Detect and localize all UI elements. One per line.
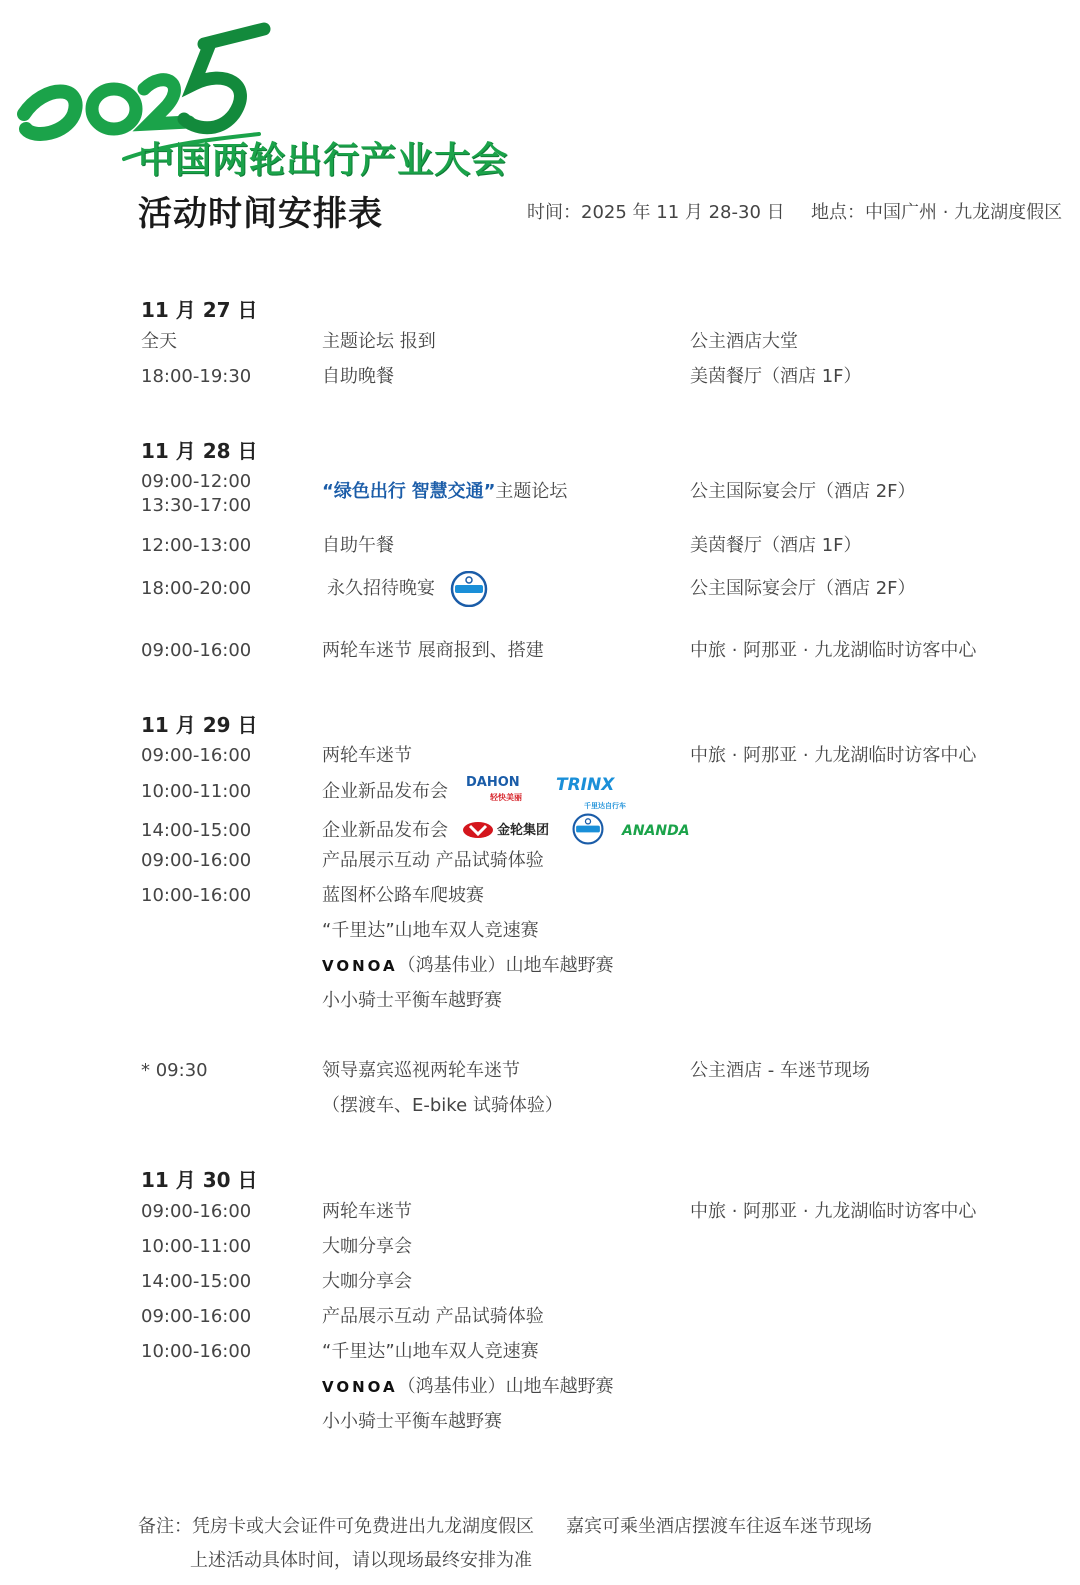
row-event: 两轮车迷节 — [322, 745, 412, 766]
row-event: 企业新品发布会 — [322, 781, 448, 802]
row-event-slogan — [322, 480, 567, 504]
row-event: 自助晚餐 — [322, 366, 394, 387]
row-time: 10:00-16:00 — [141, 1341, 252, 1362]
dahon-tagline: 轻快美丽 — [490, 793, 522, 802]
ananda-logo: ANANDA — [622, 823, 690, 839]
row-time: 10:00-16:00 — [141, 885, 252, 906]
day-heading: 11 月 30 日 — [141, 1168, 258, 1192]
dahon-wordmark: DAHON — [466, 775, 520, 790]
row-location: 中旅 · 阿那亚 · 九龙湖临时访客中心 — [690, 1201, 977, 1222]
forever-logo — [571, 813, 605, 852]
golden-wheel-logo — [462, 821, 494, 846]
note-line-2: 上述活动具体时间，请以现场最终安排为准 — [190, 1550, 532, 1571]
row-event: 产品展示互动 产品试骑体验 — [322, 1306, 544, 1327]
trinx-logo — [556, 776, 626, 815]
row-time: 09:00-16:00 — [141, 850, 252, 871]
row-event: 主题论坛 — [495, 481, 568, 502]
note-line-1: 备注：凭房卡或大会证件可免费进出九龙湖度假区 — [138, 1516, 534, 1537]
row-time: 全天 — [141, 331, 177, 352]
row-event: （鸿基伟业）山地车越野赛 — [397, 955, 614, 976]
row-location: 公主国际宴会厅（酒店 2F） — [690, 578, 916, 599]
conference-title: 中国两轮出行产业大会 — [138, 140, 509, 181]
row-time: 09:00-16:00 — [141, 1201, 252, 1222]
row-location: 中旅 · 阿那亚 · 九龙湖临时访客中心 — [690, 640, 977, 661]
row-time: 18:00-20:00 — [141, 578, 252, 599]
row-time: 10:00-11:00 — [141, 1236, 252, 1257]
golden-wheel-name: 金轮集团 — [497, 823, 550, 838]
schedule-title: 活动时间安排表 — [138, 194, 383, 234]
row-event: 产品展示互动 产品试骑体验 — [322, 850, 544, 871]
trinx-tagline: 千里达自行车 — [584, 802, 626, 810]
event-time: 时间：2025 年 11 月 28-30 日 — [527, 202, 785, 223]
row-time: 14:00-15:00 — [141, 1271, 252, 1292]
row-event: 领导嘉宾巡视两轮车迷节 — [322, 1060, 520, 1081]
row-time: 09:00-16:00 — [141, 640, 252, 661]
slogan-open-quote: “ — [322, 481, 334, 502]
row-event: （摆渡车、E-bike 试骑体验） — [322, 1095, 563, 1116]
vonoa-logo: VONOA — [322, 957, 398, 975]
day-heading: 11 月 27 日 — [141, 298, 258, 322]
row-event: 永久招待晚宴 — [327, 578, 435, 599]
row-event: 小小骑士平衡车越野赛 — [322, 1411, 502, 1432]
day-heading: 11 月 28 日 — [141, 439, 258, 463]
note-line-1b: 嘉宾可乘坐酒店摆渡车往返车迷节现场 — [566, 1516, 872, 1537]
row-time: 09:00-12:00 — [141, 471, 252, 492]
row-event: 大咖分享会 — [322, 1271, 412, 1292]
row-event: （鸿基伟业）山地车越野赛 — [397, 1376, 614, 1397]
row-time: 18:00-19:30 — [141, 366, 252, 387]
row-event: 蓝图杯公路车爬坡赛 — [322, 885, 484, 906]
row-location: 中旅 · 阿那亚 · 九龙湖临时访客中心 — [690, 745, 977, 766]
row-time: 09:00-16:00 — [141, 745, 252, 766]
row-event: 企业新品发布会 — [322, 820, 448, 841]
day-heading: 11 月 29 日 — [141, 713, 258, 737]
row-event: “千里达”山地车双人竞速赛 — [322, 920, 539, 941]
row-location: 公主酒店 - 车迷节现场 — [690, 1060, 870, 1081]
row-event: 两轮车迷节 — [322, 1201, 412, 1222]
event-place: 地点：中国广州 · 九龙湖度假区 — [811, 202, 1063, 223]
row-event: 主题论坛 报到 — [322, 331, 436, 352]
row-time: 14:00-15:00 — [141, 820, 252, 841]
row-time: 10:00-11:00 — [141, 781, 252, 802]
slogan-blue: 智慧交通 — [411, 481, 484, 502]
row-event: 两轮车迷节 展商报到、搭建 — [322, 640, 544, 661]
vonoa-event — [322, 1375, 614, 1399]
row-event: “千里达”山地车双人竞速赛 — [322, 1341, 539, 1362]
row-location: 美茵餐厅（酒店 1F） — [690, 535, 862, 556]
row-location: 公主国际宴会厅（酒店 2F） — [690, 481, 916, 502]
trinx-wordmark: TRINX — [556, 775, 615, 795]
vonoa-logo: VONOA — [322, 1378, 398, 1396]
row-event: 自助午餐 — [322, 535, 394, 556]
row-location: 公主酒店大堂 — [690, 331, 798, 352]
dahon-logo — [466, 776, 522, 805]
forever-logo — [449, 571, 489, 614]
row-time: 12:00-13:00 — [141, 535, 252, 556]
row-time: * 09:30 — [141, 1060, 208, 1081]
row-event: 大咖分享会 — [322, 1236, 412, 1257]
slogan-close-quote: ” — [483, 481, 496, 502]
row-time: 09:00-16:00 — [141, 1306, 252, 1327]
row-location: 美茵餐厅（酒店 1F） — [690, 366, 862, 387]
row-time-2: 13:30-17:00 — [141, 495, 252, 516]
row-event: 小小骑士平衡车越野赛 — [322, 990, 502, 1011]
slogan-green: 绿色出行 — [333, 481, 406, 502]
vonoa-event — [322, 954, 614, 978]
